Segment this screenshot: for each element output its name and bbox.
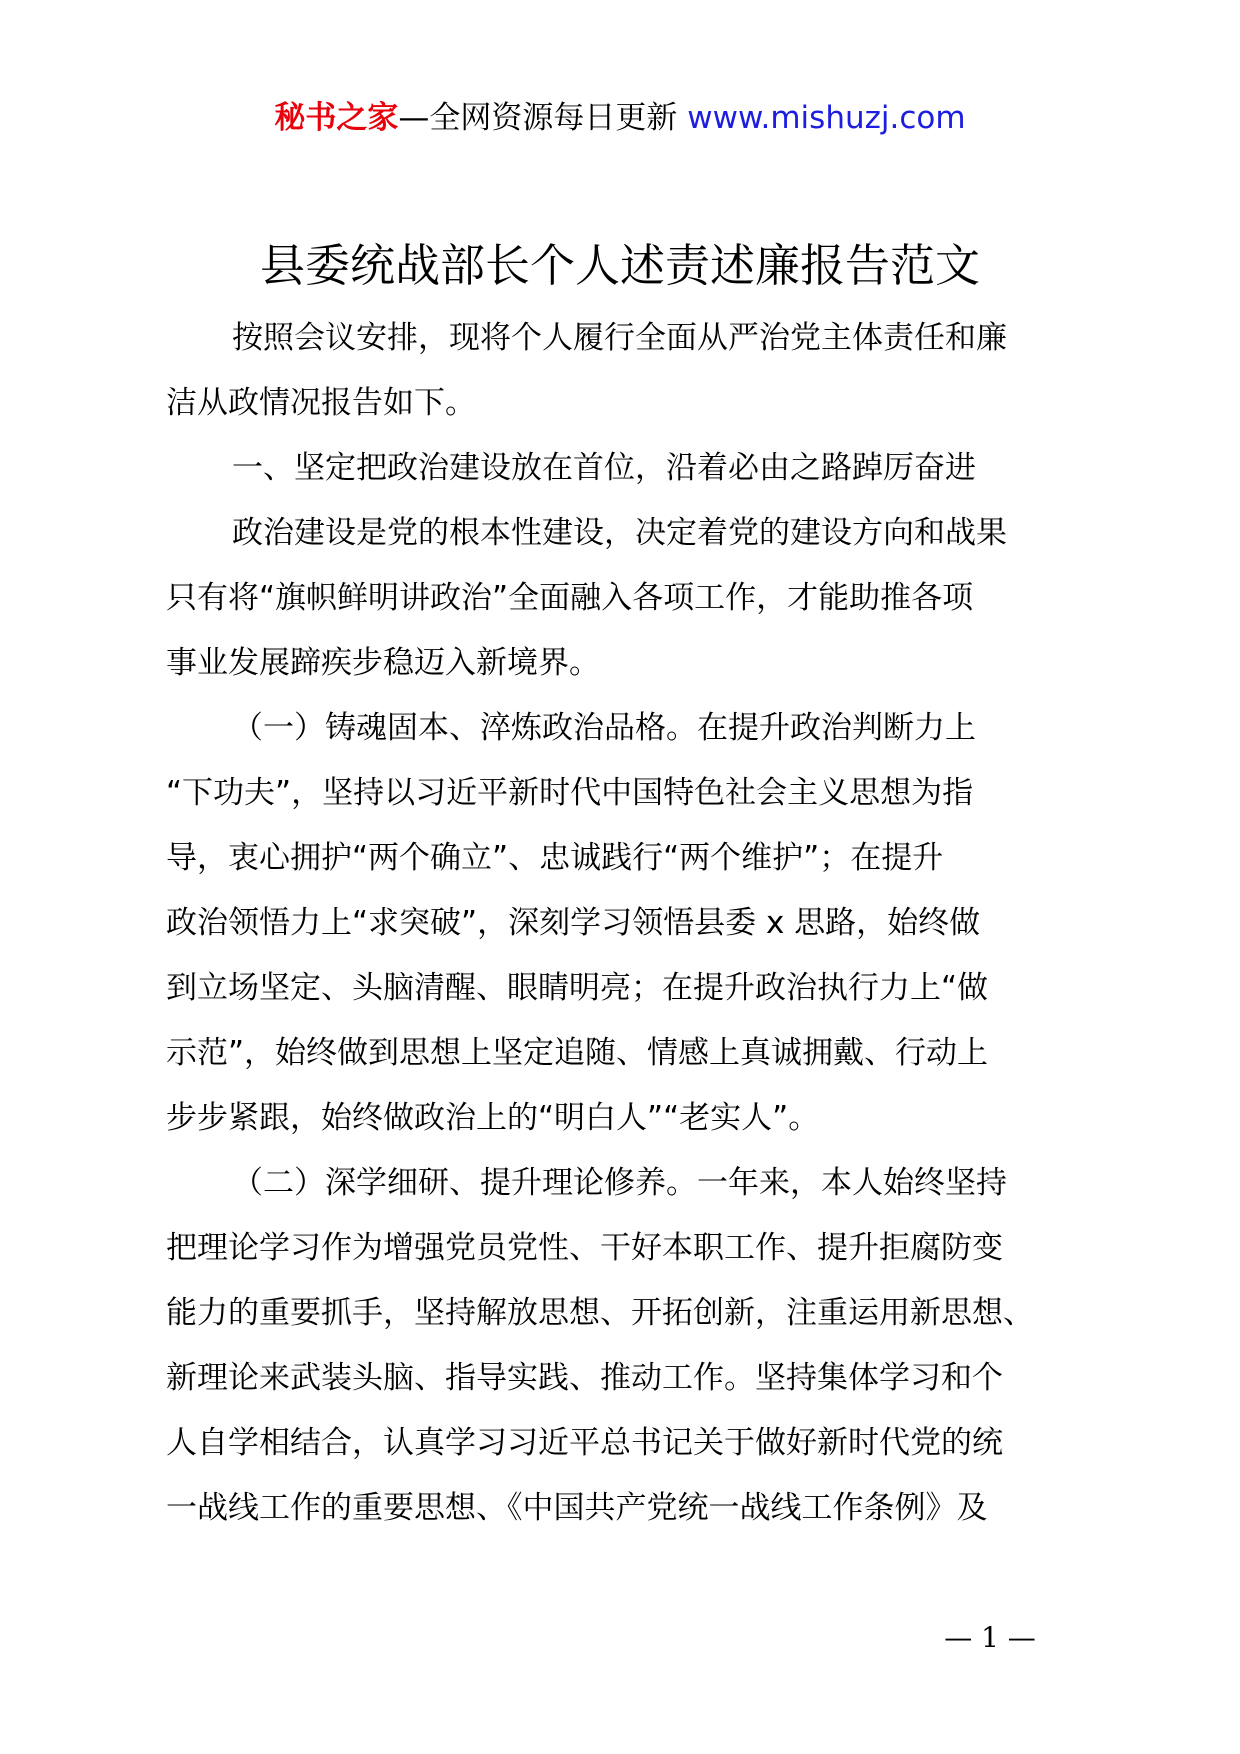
text-line: 只有将“旗帜鲜明讲政治”全面融入各项工作，才能助推各项 [166, 580, 974, 616]
text-line: 洁从政情况报告如下。 [166, 385, 476, 421]
text-line: 人自学相结合，认真学习习近平总书记关于做好新时代党的统 [166, 1425, 1003, 1461]
text-line: 能力的重要抓手，坚持解放思想、开拓创新，注重运用新思想、 [166, 1295, 1034, 1331]
text-line: （一）铸魂固本、淬炼政治品格。在提升政治判断力上 [232, 710, 976, 746]
text-line: 按照会议安排，现将个人履行全面从严治党主体责任和廉 [232, 320, 1007, 356]
text-line: 导，衷心拥护“两个确立”、忠诚践行“两个维护”；在提升 [166, 840, 944, 876]
page-number: — 1 — [944, 1621, 1036, 1654]
text-line: 示范”，始终做到思想上坚定追随、情感上真诚拥戴、行动上 [166, 1035, 989, 1071]
text-line: 一战线工作的重要思想、《中国共产党统一战线工作条例》及 [166, 1490, 988, 1526]
text-line: （二）深学细研、提升理论修养。一年来，本人始终坚持 [232, 1165, 1007, 1201]
document-title: 县委统战部长个人述责述廉报告范文 [259, 239, 980, 292]
text-line: 到立场坚定、头脑清醒、眼睛明亮；在提升政治执行力上“做 [166, 970, 989, 1006]
site-tagline: —全网资源每日更新 [398, 100, 678, 136]
section-heading: 一、坚定把政治建设放在首位，沿着必由之路踔厉奋进 [232, 450, 976, 486]
text-line: “下功夫”，坚持以习近平新时代中国特色社会主义思想为指 [166, 775, 974, 811]
document-body [166, 306, 1086, 1541]
text-line: 新理论来武装头脑、指导实践、推动工作。坚持集体学习和个 [166, 1360, 1003, 1396]
text-line: 政治建设是党的根本性建设，决定着党的建设方向和战果 [232, 515, 1007, 551]
text-line: 政治领悟力上“求突破”，深刻学习领悟县委 x 思路，始终做 [166, 905, 981, 941]
site-url-link[interactable]: www.mishuzj.com [687, 100, 966, 136]
text-line: 步步紧跟，始终做政治上的“明白人”“老实人”。 [166, 1100, 820, 1136]
text-line: 把理论学习作为增强党员党性、干好本职工作、提升拒腐防变 [166, 1230, 1003, 1266]
site-brand: 秘书之家 [274, 100, 399, 136]
text-line: 事业发展蹄疾步稳迈入新境界。 [166, 645, 600, 681]
site-banner [0, 98, 1240, 138]
